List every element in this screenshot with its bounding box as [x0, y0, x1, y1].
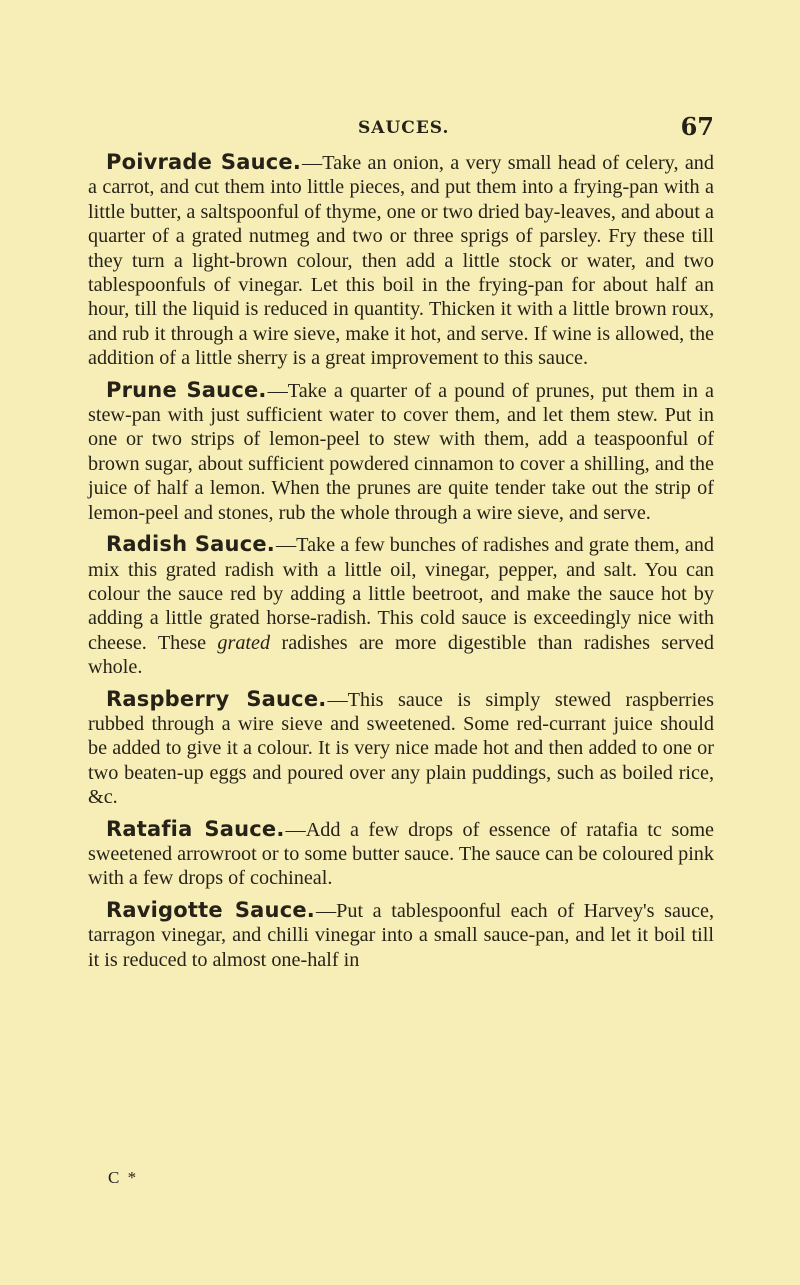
- recipe-entry-ratafia: [88, 817, 714, 891]
- book-page: [88, 112, 714, 979]
- recipe-entry-poivrade: [88, 150, 714, 371]
- recipe-entry-prune: [88, 378, 714, 525]
- recipe-title: Poivrade Sauce.: [106, 150, 302, 174]
- recipe-title: Ravigotte Sauce.: [106, 897, 315, 922]
- title-dash: —: [285, 818, 306, 841]
- recipe-title: Prune Sauce.: [106, 377, 267, 402]
- title-dash: —: [302, 152, 323, 174]
- recipe-text: Take a quarter of a pound of prunes, put them in a stew-pan with just sufficient water to cover them, and let them stew. Put in one or two strips of lemon-peel to stew with them, add a teaspoonful of brown sugar, about sufficient powdered cinnamon to cover a shilling, and the juice of half a lemon. When the prunes are quite tender take out the strip of lemon-peel and stones, rub the whole through a wire sieve, and serve.: [88, 379, 714, 524]
- recipe-entry-raspberry: [88, 687, 714, 810]
- recipe-text: Add a few drops of essence of ratafia tc some sweetened arrowroot or to some butter sauce. The sauce can be coloured pink with a few drops of cochineal.: [88, 818, 714, 890]
- recipe-title: Ratafia Sauce.: [106, 816, 285, 841]
- recipe-text: This sauce is simply stewed raspberries rubbed through a wire sieve and sweetened. Some red-currant juice should be added to give it a colour. It is very nice made hot and then added to one or two beaten-up eggs and poured over any plain puddings, such as boiled rice, &c.: [88, 688, 714, 809]
- title-dash: —: [275, 534, 297, 557]
- recipe-text: Take an onion, a very small head of celery, and a carrot, and cut them into little pieces, and put them into a frying-pan with a little butter, a saltspoonful of thyme, one or two dried bay-leaves, and about a quarter of a grated nutmeg and two or three sprigs of parsley. Fry these till they turn a light-brown colour, then add a little stock or water, and two tablespoonfuls of vinegar. Let this boil in the frying-pan for about half an hour, till the liquid is reduced in quantity. Thicken it with a little brown roux, and rub it through a wire sieve, make it hot, and serve. If wine is allowed, the addition of a little sherry is a great improvement to this sauce.: [88, 152, 714, 370]
- recipe-text: Put a tablespoonful each of Harvey's sauce, tarragon vinegar, and chilli vinegar into a small sauce-pan, and let it boil till it is reduced to almost one-half in: [88, 899, 714, 971]
- title-dash: —: [315, 899, 337, 922]
- page-number: 67: [680, 112, 714, 141]
- recipe-text-continued: radishes are more digestible than radishes served whole.: [88, 631, 714, 679]
- recipe-entry-ravigotte: [88, 898, 714, 972]
- recipe-text: Take a few bunches of radishes and grate them, and mix this grated radish with a little oil, vinegar, pepper, and salt. You can colour the sauce red by adding a little beetroot, and make the sauce hot by adding a little grated horse-radish. This cold sauce is exceedingly nice with cheese. These: [88, 534, 714, 654]
- running-head: [88, 112, 714, 150]
- recipe-title: Raspberry Sauce.: [106, 686, 327, 711]
- recipe-title: Radish Sauce.: [106, 532, 275, 557]
- title-dash: —: [267, 379, 288, 402]
- signature-mark: C *: [108, 1168, 139, 1187]
- running-title: SAUCES.: [358, 118, 450, 138]
- recipe-emphasis: grated: [217, 631, 271, 654]
- recipe-entry-radish: [88, 532, 714, 679]
- title-dash: —: [327, 688, 348, 711]
